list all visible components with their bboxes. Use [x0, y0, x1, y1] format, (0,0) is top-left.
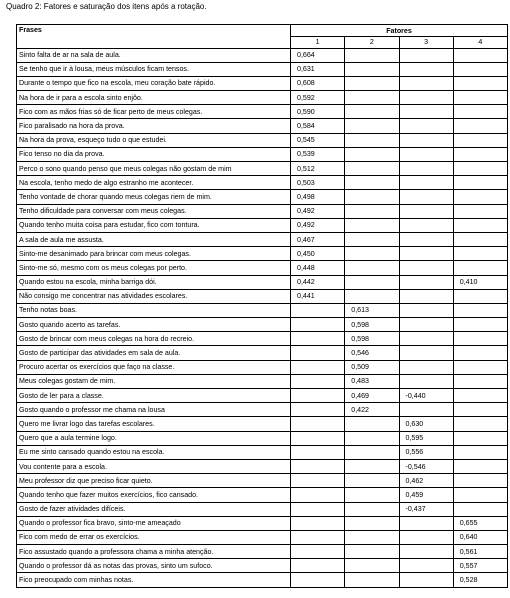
factor-4-cell	[453, 488, 507, 502]
factor-2-cell: 0,469	[345, 389, 399, 403]
factor-3-cell	[399, 559, 453, 573]
factor-2-cell	[345, 261, 399, 275]
table-row	[17, 360, 508, 374]
table-row	[17, 289, 508, 303]
factor-4-cell	[453, 474, 507, 488]
factor-2-cell	[345, 204, 399, 218]
factor-1-cell	[291, 403, 345, 417]
frase-cell: Fico assustado quando a professora chama a minha atenção.	[17, 545, 291, 559]
factor-3-cell: -0,440	[399, 389, 453, 403]
factor-2-cell	[345, 502, 399, 516]
frase-cell: Tenho dificuldade para conversar com meus colegas.	[17, 204, 291, 218]
factor-3-cell	[399, 119, 453, 133]
table-row	[17, 545, 508, 559]
table-body	[17, 48, 508, 587]
frase-cell: Fico paralisado na hora da prova.	[17, 119, 291, 133]
factor-1-cell	[291, 431, 345, 445]
frase-cell: A sala de aula me assusta.	[17, 232, 291, 246]
factor-2-cell: 0,598	[345, 318, 399, 332]
factor-3-cell: 0,595	[399, 431, 453, 445]
factor-1-cell	[291, 530, 345, 544]
frase-cell: Na escola, tenho medo de algo estranho me acontecer.	[17, 176, 291, 190]
factor-4-cell	[453, 303, 507, 317]
factor-4-cell: 0,561	[453, 545, 507, 559]
factor-1-cell: 0,492	[291, 204, 345, 218]
factor-4-cell	[453, 502, 507, 516]
frase-cell: Não consigo me concentrar nas atividades escolares.	[17, 289, 291, 303]
frase-cell: Fico preocupado com minhas notas.	[17, 573, 291, 587]
factor-3-cell: 0,462	[399, 474, 453, 488]
factor-3-cell: 0,459	[399, 488, 453, 502]
factor-3-cell	[399, 545, 453, 559]
table-row	[17, 403, 508, 417]
factor-2-cell	[345, 275, 399, 289]
factor-2-cell	[345, 545, 399, 559]
factor-2-cell	[345, 147, 399, 161]
factor-4-header: 4	[453, 37, 507, 49]
frase-cell: Fico com as mãos frias só de ficar perto de meus colegas.	[17, 105, 291, 119]
factor-1-cell: 0,498	[291, 190, 345, 204]
factor-4-cell	[453, 360, 507, 374]
factor-1-cell: 0,664	[291, 48, 345, 62]
factor-2-cell: 0,483	[345, 374, 399, 388]
factor-4-cell	[453, 176, 507, 190]
factor-1-cell: 0,441	[291, 289, 345, 303]
factor-3-cell	[399, 105, 453, 119]
factor-2-header: 2	[345, 37, 399, 49]
table-row	[17, 232, 508, 246]
frase-cell: Gosto de brincar com meus colegas na hora do recreio.	[17, 332, 291, 346]
factor-3-cell: 0,556	[399, 445, 453, 459]
frase-cell: Quero que a aula termine logo.	[17, 431, 291, 445]
factor-1-cell	[291, 502, 345, 516]
factor-2-cell	[345, 559, 399, 573]
factor-3-cell	[399, 573, 453, 587]
table-row	[17, 346, 508, 360]
table-row	[17, 303, 508, 317]
factor-4-cell	[453, 403, 507, 417]
table-row	[17, 133, 508, 147]
factor-2-cell	[345, 91, 399, 105]
frase-cell: Sinto falta de ar na sala de aula.	[17, 48, 291, 62]
factor-4-cell	[453, 147, 507, 161]
factor-3-cell: -0,546	[399, 459, 453, 473]
frase-cell: Na hora da prova, esqueço tudo o que estudei.	[17, 133, 291, 147]
factor-2-cell	[345, 431, 399, 445]
factor-4-cell	[453, 218, 507, 232]
frase-cell: Quando tenho que fazer muitos exercícios, fico cansado.	[17, 488, 291, 502]
factor-4-cell	[453, 431, 507, 445]
table-row	[17, 488, 508, 502]
table-row	[17, 502, 508, 516]
factor-2-cell: 0,422	[345, 403, 399, 417]
table-row	[17, 530, 508, 544]
factor-1-cell: 0,503	[291, 176, 345, 190]
table-row	[17, 459, 508, 473]
table-row	[17, 162, 508, 176]
factor-table	[16, 24, 508, 588]
factor-4-cell	[453, 105, 507, 119]
factor-2-cell	[345, 176, 399, 190]
frase-cell: Quando estou na escola, minha barriga dói.	[17, 275, 291, 289]
frase-cell: Perco o sono quando penso que meus colegas não gostam de mim	[17, 162, 291, 176]
factor-2-cell	[345, 289, 399, 303]
factor-3-cell	[399, 403, 453, 417]
frase-cell: Vou contente para a escola.	[17, 459, 291, 473]
table-row	[17, 119, 508, 133]
factor-4-cell	[453, 389, 507, 403]
factor-4-cell	[453, 190, 507, 204]
table-row	[17, 204, 508, 218]
frase-cell: Gosto quando o professor me chama na lousa	[17, 403, 291, 417]
frase-cell: Gosto de fazer atividades difíceis.	[17, 502, 291, 516]
table-row	[17, 559, 508, 573]
factor-1-cell: 0,539	[291, 147, 345, 161]
factor-2-cell	[345, 488, 399, 502]
factor-1-cell: 0,592	[291, 91, 345, 105]
factor-4-cell	[453, 204, 507, 218]
factor-3-cell	[399, 516, 453, 530]
factor-1-cell: 0,631	[291, 62, 345, 76]
factor-3-cell	[399, 218, 453, 232]
table-row	[17, 105, 508, 119]
frases-header: Frases	[17, 25, 291, 49]
factor-4-cell: 0,557	[453, 559, 507, 573]
factor-4-cell: 0,655	[453, 516, 507, 530]
factor-2-cell: 0,546	[345, 346, 399, 360]
factor-1-cell: 0,545	[291, 133, 345, 147]
frase-cell: Tenho vontade de chorar quando meus colegas riem de mim.	[17, 190, 291, 204]
factor-3-cell	[399, 133, 453, 147]
header-row	[17, 25, 508, 37]
factor-2-cell	[345, 573, 399, 587]
factor-2-cell: 0,598	[345, 332, 399, 346]
factor-3-cell	[399, 318, 453, 332]
factor-2-cell	[345, 105, 399, 119]
factor-3-cell	[399, 360, 453, 374]
factor-2-cell	[345, 232, 399, 246]
factor-4-cell	[453, 91, 507, 105]
factor-1-cell	[291, 318, 345, 332]
factor-1-cell	[291, 360, 345, 374]
table-row	[17, 91, 508, 105]
frase-cell: Durante o tempo que fico na escola, meu coração bate rápido.	[17, 76, 291, 90]
table-header	[17, 25, 508, 49]
factor-4-cell	[453, 346, 507, 360]
factor-3-cell	[399, 232, 453, 246]
factor-4-cell: 0,528	[453, 573, 507, 587]
frase-cell: Tenho notas boas.	[17, 303, 291, 317]
factor-3-cell	[399, 62, 453, 76]
factor-4-cell: 0,640	[453, 530, 507, 544]
factor-4-cell	[453, 318, 507, 332]
factor-2-cell	[345, 218, 399, 232]
factor-2-cell	[345, 459, 399, 473]
factor-1-cell: 0,467	[291, 232, 345, 246]
factor-1-cell: 0,512	[291, 162, 345, 176]
factor-3-cell	[399, 76, 453, 90]
factor-3-header: 3	[399, 37, 453, 49]
frase-cell: Gosto de participar das atividades em sala de aula.	[17, 346, 291, 360]
factor-3-cell	[399, 176, 453, 190]
frase-cell: Quando tenho muita coisa para estudar, fico com tontura.	[17, 218, 291, 232]
factor-1-cell	[291, 545, 345, 559]
factor-1-cell: 0,590	[291, 105, 345, 119]
factor-2-cell	[345, 62, 399, 76]
table-row	[17, 474, 508, 488]
table-row	[17, 417, 508, 431]
factor-1-cell	[291, 346, 345, 360]
table-row	[17, 516, 508, 530]
factor-3-cell	[399, 289, 453, 303]
factor-2-cell	[345, 48, 399, 62]
factor-1-cell	[291, 474, 345, 488]
frase-cell: Procuro acertar os exercícios que faço na classe.	[17, 360, 291, 374]
factor-3-cell	[399, 247, 453, 261]
factor-1-cell	[291, 559, 345, 573]
factor-3-cell	[399, 162, 453, 176]
factor-1-cell	[291, 303, 345, 317]
factor-1-cell	[291, 516, 345, 530]
factor-3-cell	[399, 275, 453, 289]
table-row	[17, 218, 508, 232]
factor-3-cell	[399, 332, 453, 346]
frase-cell: Sinto-me só, mesmo com os meus colegas por perto.	[17, 261, 291, 275]
frase-cell: Quero me livrar logo das tarefas escolares.	[17, 417, 291, 431]
factor-4-cell	[453, 76, 507, 90]
fatores-header: Fatores	[291, 25, 508, 37]
table-row	[17, 147, 508, 161]
factor-1-cell	[291, 573, 345, 587]
factor-2-cell	[345, 76, 399, 90]
table-row	[17, 62, 508, 76]
factor-2-cell	[345, 445, 399, 459]
factor-2-cell	[345, 133, 399, 147]
factor-4-cell	[453, 62, 507, 76]
frase-cell: Quando o professor dá as notas das provas, sinto um sufoco.	[17, 559, 291, 573]
table-row	[17, 374, 508, 388]
factor-4-cell	[453, 374, 507, 388]
factor-1-cell: 0,448	[291, 261, 345, 275]
frase-cell: Fico tenso no dia da prova.	[17, 147, 291, 161]
factor-3-cell	[399, 374, 453, 388]
table-row	[17, 261, 508, 275]
factor-3-cell	[399, 48, 453, 62]
frase-cell: Sinto-me desanimado para brincar com meus colegas.	[17, 247, 291, 261]
factor-4-cell	[453, 119, 507, 133]
factor-2-cell	[345, 119, 399, 133]
factor-1-cell	[291, 488, 345, 502]
table-row	[17, 176, 508, 190]
factor-4-cell	[453, 445, 507, 459]
factor-1-cell	[291, 332, 345, 346]
table-row	[17, 76, 508, 90]
factor-4-cell	[453, 417, 507, 431]
factor-1-cell	[291, 459, 345, 473]
factor-2-cell	[345, 190, 399, 204]
factor-3-cell	[399, 190, 453, 204]
factor-3-cell: 0,630	[399, 417, 453, 431]
frase-cell: Fico com medo de errar os exercícios.	[17, 530, 291, 544]
table-row	[17, 573, 508, 587]
table-row	[17, 389, 508, 403]
table-caption: Quadro 2: Fatores e saturação dos itens após a rotação.	[6, 2, 207, 11]
frase-cell: Gosto de ler para a classe.	[17, 389, 291, 403]
factor-2-cell	[345, 530, 399, 544]
factor-1-cell	[291, 417, 345, 431]
factor-4-cell	[453, 133, 507, 147]
factor-4-cell	[453, 232, 507, 246]
frase-cell: Eu me sinto cansado quando estou na escola.	[17, 445, 291, 459]
factor-1-cell	[291, 445, 345, 459]
factor-4-cell	[453, 289, 507, 303]
table-row	[17, 48, 508, 62]
factor-1-cell: 0,492	[291, 218, 345, 232]
factor-2-cell	[345, 247, 399, 261]
table-row	[17, 332, 508, 346]
frase-cell: Se tenho que ir à lousa, meus músculos ficam tensos.	[17, 62, 291, 76]
frase-cell: Na hora de ir para a escola sinto enjôo.	[17, 91, 291, 105]
factor-1-cell: 0,584	[291, 119, 345, 133]
table-row	[17, 275, 508, 289]
factor-4-cell	[453, 247, 507, 261]
factor-3-cell	[399, 346, 453, 360]
factor-2-cell	[345, 162, 399, 176]
factor-4-cell: 0,410	[453, 275, 507, 289]
factor-4-cell	[453, 459, 507, 473]
factor-3-cell	[399, 147, 453, 161]
frase-cell: Meu professor diz que preciso ficar quieto.	[17, 474, 291, 488]
factor-2-cell	[345, 474, 399, 488]
factor-2-cell: 0,613	[345, 303, 399, 317]
frase-cell: Quando o professor fica bravo, sinto-me ameaçado	[17, 516, 291, 530]
factor-2-cell	[345, 417, 399, 431]
factor-4-cell	[453, 332, 507, 346]
factor-1-header: 1	[291, 37, 345, 49]
factor-4-cell	[453, 48, 507, 62]
frase-cell: Meus colegas gostam de mim.	[17, 374, 291, 388]
factor-3-cell	[399, 530, 453, 544]
factor-3-cell	[399, 91, 453, 105]
factor-3-cell	[399, 204, 453, 218]
factor-3-cell: -0,437	[399, 502, 453, 516]
factor-1-cell: 0,450	[291, 247, 345, 261]
table-row	[17, 445, 508, 459]
factor-3-cell	[399, 261, 453, 275]
factor-4-cell	[453, 261, 507, 275]
factor-1-cell: 0,608	[291, 76, 345, 90]
frase-cell: Gosto quando acerto as tarefas.	[17, 318, 291, 332]
table-row	[17, 247, 508, 261]
factor-1-cell: 0,442	[291, 275, 345, 289]
table-row	[17, 190, 508, 204]
factor-1-cell	[291, 374, 345, 388]
factor-2-cell: 0,509	[345, 360, 399, 374]
factor-1-cell	[291, 389, 345, 403]
factor-3-cell	[399, 303, 453, 317]
factor-4-cell	[453, 162, 507, 176]
factor-2-cell	[345, 516, 399, 530]
table-row	[17, 318, 508, 332]
table-row	[17, 431, 508, 445]
